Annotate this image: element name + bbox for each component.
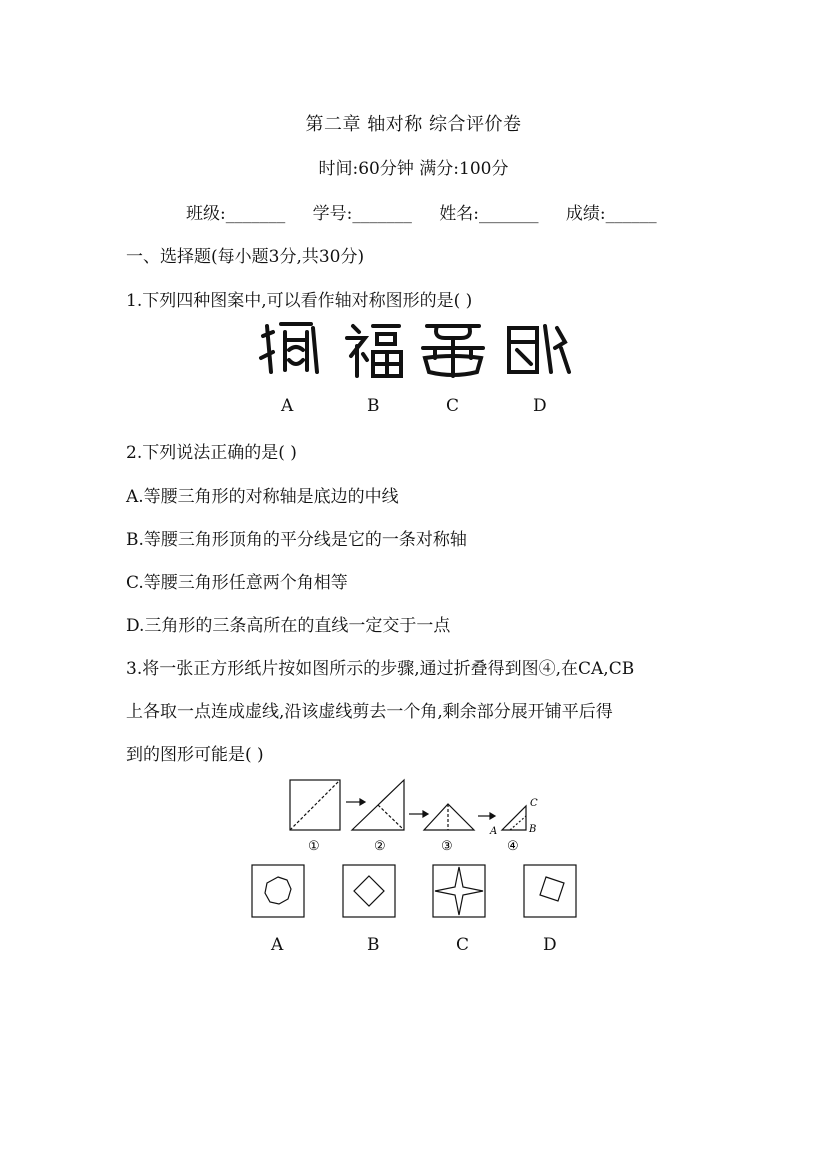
step-4-label: ④ <box>507 839 519 854</box>
q1-option-a-label: A <box>281 396 294 416</box>
class-field[interactable]: 班级:_______ <box>186 204 286 224</box>
step-3-triangle <box>424 804 474 830</box>
step-1-label: ① <box>308 839 320 854</box>
q1-option-d-label: D <box>533 396 547 416</box>
exam-time-info: 时间:60分钟 满分:100分 <box>318 159 509 179</box>
question-3-stem-line-1: 3.将一张正方形纸片按如图所示的步骤,通过折叠得到图④,在CA,CB <box>126 659 635 679</box>
option-a-octagon-icon <box>252 865 304 917</box>
q2-option-a[interactable]: A.等腰三角形的对称轴是底边的中线 <box>126 487 399 507</box>
pattern-b-icon <box>347 326 401 376</box>
q3-option-a-label: A <box>271 935 284 955</box>
page-title: 第二章 轴对称 综合评价卷 <box>305 114 522 135</box>
q2-option-b[interactable]: B.等腰三角形顶角的平分线是它的一条对称轴 <box>126 530 467 550</box>
step-4-triangle <box>502 806 526 830</box>
question-3-stem-line-2: 上各取一点连成虚线,沿该虚线剪去一个角,剩余部分展开铺平后得 <box>126 702 613 722</box>
score-field[interactable]: 成绩:______ <box>565 204 657 224</box>
point-a-label: A <box>490 826 498 837</box>
pattern-c-icon <box>423 326 483 376</box>
option-c-star-icon <box>433 865 485 917</box>
student-info-row <box>186 199 679 224</box>
section-heading: 一、选择题(每小题3分,共30分) <box>126 247 365 267</box>
student-number-field[interactable]: 学号:_______ <box>312 204 412 224</box>
question-1-stem: 1.下列四种图案中,可以看作轴对称图形的是( ) <box>126 291 473 311</box>
step-3-label: ③ <box>441 839 453 854</box>
q1-option-c-label: C <box>446 396 460 416</box>
question-3-stem-line-3: 到的图形可能是( ) <box>126 745 264 765</box>
arrow-right-icon <box>478 813 495 819</box>
pattern-d-icon <box>509 326 569 372</box>
folding-steps-figure <box>284 776 544 856</box>
name-field[interactable]: 姓名:_______ <box>439 204 539 224</box>
q2-option-d[interactable]: D.三角形的三条高所在的直线一定交于一点 <box>126 616 451 636</box>
arrow-right-icon <box>409 811 428 817</box>
q3-option-b-label: B <box>367 935 380 955</box>
pattern-a-icon <box>261 324 317 372</box>
q3-option-d-label: D <box>543 935 557 955</box>
step-1-square <box>290 780 340 830</box>
q1-option-b-label: B <box>367 396 380 416</box>
q2-option-c[interactable]: C.等腰三角形任意两个角相等 <box>126 573 348 593</box>
option-d-square-icon <box>524 865 576 917</box>
step-2-label: ② <box>374 839 386 854</box>
q3-options-figure <box>250 863 580 919</box>
q1-patterns-figure <box>255 318 575 380</box>
arrow-right-icon <box>346 799 365 805</box>
q3-option-c-label: C <box>456 935 470 955</box>
point-c-label: C <box>530 798 538 809</box>
question-2-stem: 2.下列说法正确的是( ) <box>126 443 297 463</box>
point-b-label: B <box>529 824 537 835</box>
option-b-diamond-icon <box>343 865 395 917</box>
